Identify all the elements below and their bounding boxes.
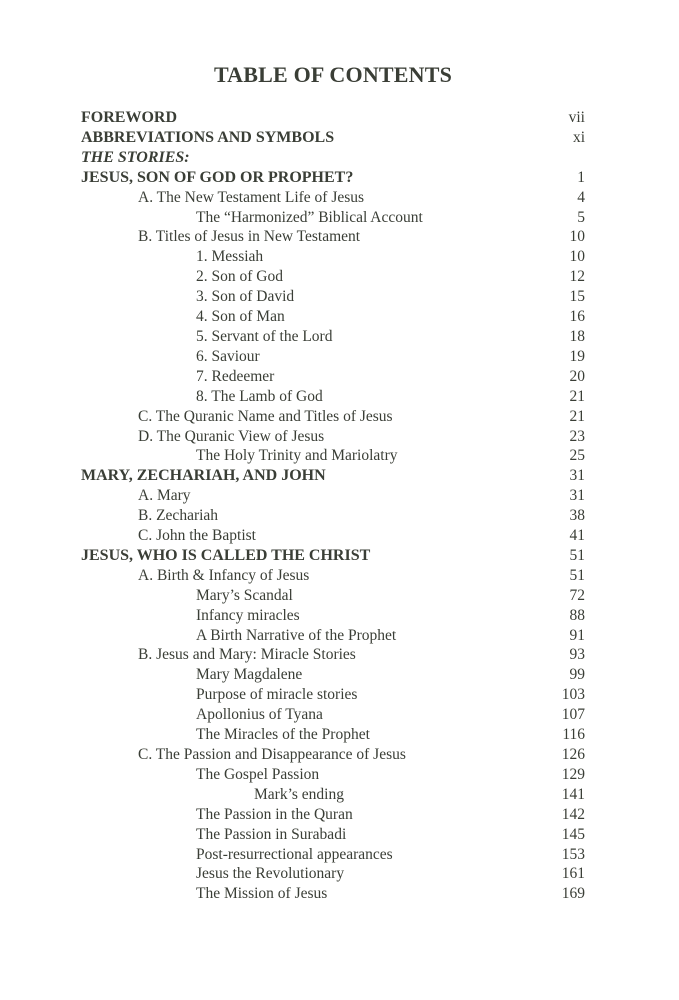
toc-entry-page-number: 12 xyxy=(569,268,585,286)
toc-entry-title: The Passion in Surabadi xyxy=(196,825,347,843)
toc-entry xyxy=(0,446,679,466)
toc-entry-page-number: 72 xyxy=(569,586,585,604)
toc-entry xyxy=(0,287,679,307)
toc-entry xyxy=(0,705,679,725)
toc-entry-page-number: 4 xyxy=(577,188,585,206)
toc-entry-page-number: 38 xyxy=(569,507,585,525)
toc-entry xyxy=(0,685,679,705)
toc-entry-title: The Holy Trinity and Mariolatry xyxy=(196,447,398,465)
toc-entry-title: JESUS, SON OF GOD OR PROPHET? xyxy=(81,168,354,186)
toc-entry-title: C. John the Baptist xyxy=(138,527,256,545)
toc-entry-page-number: 21 xyxy=(569,387,585,405)
toc-entry-title: JESUS, WHO IS CALLED THE CHRIST xyxy=(81,546,371,564)
toc-entry-page-number: 15 xyxy=(569,288,585,306)
toc-entry xyxy=(0,526,679,546)
toc-entry xyxy=(0,267,679,287)
toc-entry xyxy=(0,566,679,586)
toc-entry xyxy=(0,427,679,447)
toc-entry-title: B. Zechariah xyxy=(138,507,219,525)
toc-entry-title: MARY, ZECHARIAH, AND JOHN xyxy=(81,467,326,485)
toc-entry-title: Apollonius of Tyana xyxy=(196,706,323,724)
toc-entry-title: C. The Passion and Disappearance of Jesus xyxy=(138,746,406,763)
toc-entry-title: THE STORIES: xyxy=(81,148,190,166)
toc-entry xyxy=(0,606,679,626)
toc-entry-title: Jesus the Revolutionary xyxy=(196,865,345,883)
toc-entry-title: 2. Son of God xyxy=(196,268,283,286)
toc-entry xyxy=(0,227,679,247)
toc-entry-title: C. The Quranic Name and Titles of Jesus xyxy=(138,407,393,425)
toc-entry xyxy=(0,586,679,606)
toc-entry-page-number: 23 xyxy=(569,427,585,445)
toc-entry-title: The Mission of Jesus xyxy=(196,885,328,903)
toc-entry xyxy=(0,725,679,745)
toc-entry xyxy=(0,805,679,825)
toc-entry-title: B. Titles of Jesus in New Testament xyxy=(138,228,361,246)
toc-entry xyxy=(0,845,679,865)
toc-entry-title: A Birth Narrative of the Prophet xyxy=(196,626,397,644)
toc-entry-title: 1. Messiah xyxy=(196,248,264,266)
toc-entry-title: Mary Magdalene xyxy=(196,666,303,684)
toc-entry xyxy=(0,506,679,526)
page-title: TABLE OF CONTENTS xyxy=(213,62,453,87)
toc-entry-page-number: 10 xyxy=(569,248,585,266)
toc-entry-title: The Miracles of the Prophet xyxy=(196,726,370,744)
toc-entry-title: 7. Redeemer xyxy=(196,367,275,385)
toc-entry-page-number: 16 xyxy=(569,308,585,326)
toc-entry-page-number: 145 xyxy=(561,825,585,843)
toc-entry-title: The “Harmonized” Biblical Account xyxy=(196,208,423,226)
toc-entry-title: Post-resurrectional appearances xyxy=(196,845,393,863)
toc-entry-page-number: 19 xyxy=(569,347,585,365)
toc-entry xyxy=(0,407,679,427)
toc-entry-title: A. Mary xyxy=(138,487,191,505)
toc-entry-page-number: 161 xyxy=(561,865,585,883)
toc-entry-page-number: 169 xyxy=(561,885,585,903)
toc-entry xyxy=(0,148,679,168)
toc-entry-page-number: 25 xyxy=(569,447,585,465)
toc-entry-page-number: 141 xyxy=(561,785,585,803)
toc-entry-title: Infancy miracles xyxy=(196,606,300,624)
toc-entry xyxy=(0,367,679,387)
toc-entry-page-number: 93 xyxy=(569,646,585,664)
toc-entry xyxy=(0,307,679,327)
toc-entry-page-number: 10 xyxy=(569,228,585,246)
toc-entry xyxy=(0,785,679,805)
toc-entry xyxy=(0,108,679,128)
toc-entry-title: Mary’s Scandal xyxy=(196,586,293,604)
toc-entry-title: 8. The Lamb of God xyxy=(196,387,323,405)
toc-entry-title: A. Birth & Infancy of Jesus xyxy=(138,566,310,584)
toc-entry-page-number: 20 xyxy=(569,367,585,385)
toc-entry xyxy=(0,247,679,267)
toc-entry-page-number: 126 xyxy=(561,746,585,763)
toc-entry-page-number: 153 xyxy=(561,845,585,863)
toc-entry-title: A. The New Testament Life of Jesus xyxy=(138,188,365,206)
toc-entry xyxy=(0,168,679,188)
toc-entry xyxy=(0,825,679,845)
toc-entry xyxy=(0,645,679,665)
toc-entry-title: 4. Son of Man xyxy=(196,308,285,326)
toc-entry-title: ABBREVIATIONS AND SYMBOLS xyxy=(81,128,335,146)
toc-entry xyxy=(0,208,679,228)
toc-entry-page-number: 51 xyxy=(569,546,585,564)
toc-entry-page-number: 41 xyxy=(569,527,585,545)
toc-entry-page-number: 142 xyxy=(561,805,585,823)
toc-entry-page-number: 31 xyxy=(569,467,585,485)
toc-entry-page-number: 5 xyxy=(577,208,585,226)
toc-entry xyxy=(0,387,679,407)
toc-entry-page-number: vii xyxy=(568,109,585,126)
toc-entry-page-number: 99 xyxy=(569,666,585,684)
toc-entry xyxy=(0,665,679,685)
toc-entry xyxy=(0,765,679,785)
toc-entry-page-number: 91 xyxy=(569,626,585,644)
toc-entry-page-number: 51 xyxy=(569,566,585,584)
toc-entry xyxy=(0,745,679,765)
toc-entry-page-number: 31 xyxy=(569,487,585,505)
toc-entry xyxy=(0,486,679,506)
toc-entry-page-number: 21 xyxy=(569,407,585,425)
toc-entry-title: The Passion in the Quran xyxy=(196,805,353,823)
toc-entry-title: 6. Saviour xyxy=(196,347,260,365)
toc-entry xyxy=(0,188,679,208)
toc-entry xyxy=(0,466,679,486)
toc-entry-page-number: 116 xyxy=(562,726,585,744)
toc-entry-title: 3. Son of David xyxy=(196,288,295,306)
toc-entry xyxy=(0,626,679,646)
toc-entry-title: Purpose of miracle stories xyxy=(196,686,358,704)
toc-entry-page-number: 129 xyxy=(561,765,585,783)
toc-entry-title: D. The Quranic View of Jesus xyxy=(138,427,325,445)
toc-entry xyxy=(0,546,679,566)
toc-entry-title: Mark’s ending xyxy=(254,785,344,803)
toc-entry-page-number: xi xyxy=(572,128,585,146)
toc-entry xyxy=(0,864,679,884)
toc-entry-title: B. Jesus and Mary: Miracle Stories xyxy=(138,646,356,664)
toc-list xyxy=(0,108,679,904)
toc-entry-title: 5. Servant of the Lord xyxy=(196,327,333,345)
toc-entry-title: The Gospel Passion xyxy=(196,765,320,783)
toc-entry-title: FOREWORD xyxy=(81,109,177,126)
toc-entry-page-number: 103 xyxy=(561,686,585,704)
toc-entry xyxy=(0,128,679,148)
toc-entry-page-number: 88 xyxy=(569,606,585,624)
toc-entry xyxy=(0,347,679,367)
toc-entry-page-number: 18 xyxy=(569,327,585,345)
toc-entry xyxy=(0,884,679,904)
toc-entry-page-number: 107 xyxy=(561,706,585,724)
toc-entry-page-number: 1 xyxy=(577,168,585,186)
toc-entry xyxy=(0,327,679,347)
